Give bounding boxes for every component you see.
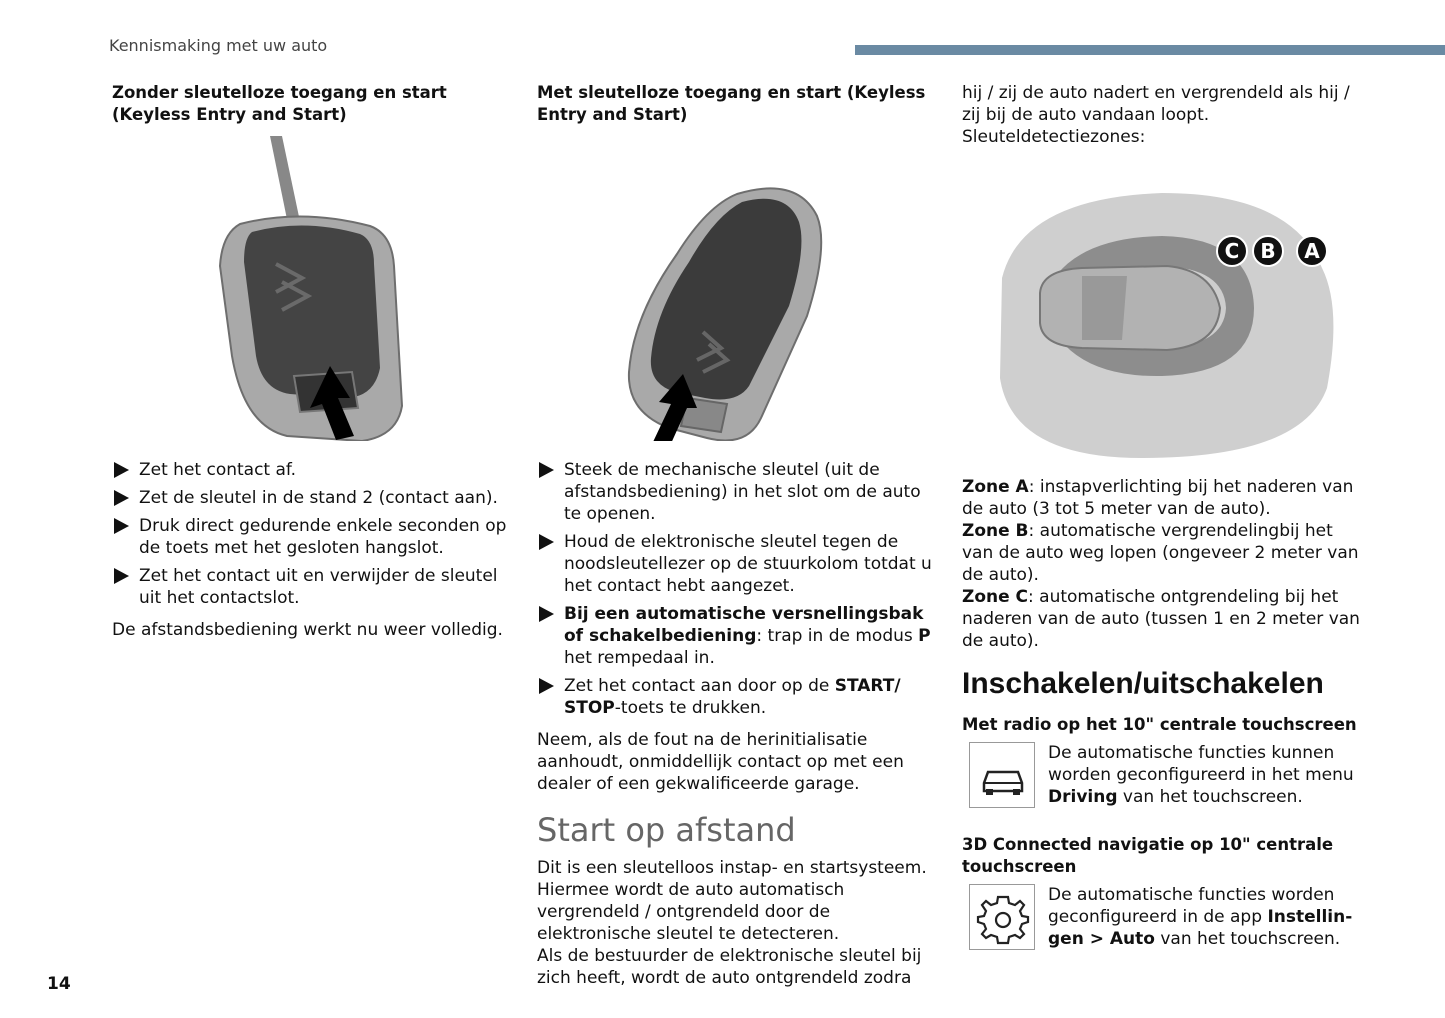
section-title-inschakelen: Inschakelen/uitschakelen	[962, 667, 1324, 700]
col2-bullet: Houd de elektronische sleutel tegen de noodsleutellezer op de stuurkolom totdat u het contact hebt aangezet.	[537, 531, 932, 597]
col2-bullet: Zet het contact aan door op de START/ STOP-toets te drukken.	[537, 675, 932, 719]
zone-a-label: A	[1304, 239, 1320, 263]
nav-config-text: De automatische functies worden geconfigureerd in de app Instellin-gen > Auto van het touchscreen.	[1048, 885, 1353, 949]
gear-icon	[969, 884, 1035, 950]
zone-c-text: Zone C: automatische ontgrendeling bij het naderen van de auto (tussen 1 en 2 meter van de auto).	[962, 587, 1360, 651]
header-bar	[855, 45, 1445, 55]
col1-bullet: Druk direct gedurende enkele seconden op de toets met het gesloten hangslot.	[112, 515, 507, 559]
column-1	[112, 82, 507, 641]
zone-markers	[1217, 236, 1327, 266]
col2-bullet: Bij een automatische versnellingsbak of schakelbediening: trap in de modus P het rempedaal in.	[537, 603, 932, 669]
col3-intro: hij / zij de auto nadert en vergrendeld als hij / zij bij de auto vandaan loopt.	[962, 83, 1350, 125]
zone-b-text: Zone B: automatische vergrendelingbij het van de auto weg lopen (ongeveer 2 meter van de auto).	[962, 521, 1359, 585]
col2-heading: Met sleutelloze toegang en start (Keyless Entry and Start)	[537, 83, 926, 124]
zone-c-label: C	[1224, 239, 1240, 263]
key-fob-illustration	[112, 136, 507, 441]
col1-bullet: Zet het contact uit en verwijder de sleutel uit het contactslot.	[112, 565, 507, 609]
electronic-key-illustration	[537, 136, 932, 441]
col2-bullet: Steek de mechanische sleutel (uit de afstandsbediening) in het slot om de auto te openen.	[537, 459, 932, 525]
page-number: 14	[47, 974, 71, 994]
col3-intro-2: Sleuteldetectiezones:	[962, 127, 1146, 147]
col1-note: De afstandsbediening werkt nu weer volledig.	[112, 620, 503, 640]
subheading-navigation: 3D Connected navigatie op 10" centrale touchscreen	[962, 835, 1334, 876]
col1-bullet: Zet de sleutel in de stand 2 (contact aan).	[112, 487, 507, 509]
column-2	[537, 82, 932, 989]
col1-bullet: Zet het contact af.	[112, 459, 507, 481]
car-icon	[969, 742, 1035, 808]
col2-note: Neem, als de fout na de herinitialisatie aanhoudt, onmiddellijk contact op met een dealer of een gekwalificeerde garage.	[537, 730, 904, 794]
zone-a-text: Zone A: instapverlichting bij het naderen van de auto (3 tot 5 meter van de auto).	[962, 477, 1354, 519]
col2-section-text-2: Als de bestuurder de elektronische sleutel bij zich heeft, wordt de auto ontgrendeld zodra	[537, 946, 922, 988]
col2-section-text-1: Dit is een sleutelloos instap- en startsysteem. Hiermee wordt de auto automatisch vergrendeld / ontgrendeld door de elektronische sleutel te detecteren.	[537, 858, 927, 944]
subheading-radio: Met radio op het 10" centrale touchscreen	[962, 715, 1357, 734]
zone-diagram	[962, 158, 1362, 458]
col1-heading: Zonder sleutelloze toegang en start (Keyless Entry and Start)	[112, 83, 447, 124]
section-title-start-op-afstand: Start op afstand	[537, 811, 796, 849]
section-header: Kennismaking met uw auto	[109, 36, 328, 55]
column-3	[962, 82, 1362, 964]
zone-b-label: B	[1260, 239, 1276, 263]
radio-config-text: De automatische functies kunnen worden geconfigureerd in het menu Driving van het touchscreen.	[1048, 743, 1354, 807]
